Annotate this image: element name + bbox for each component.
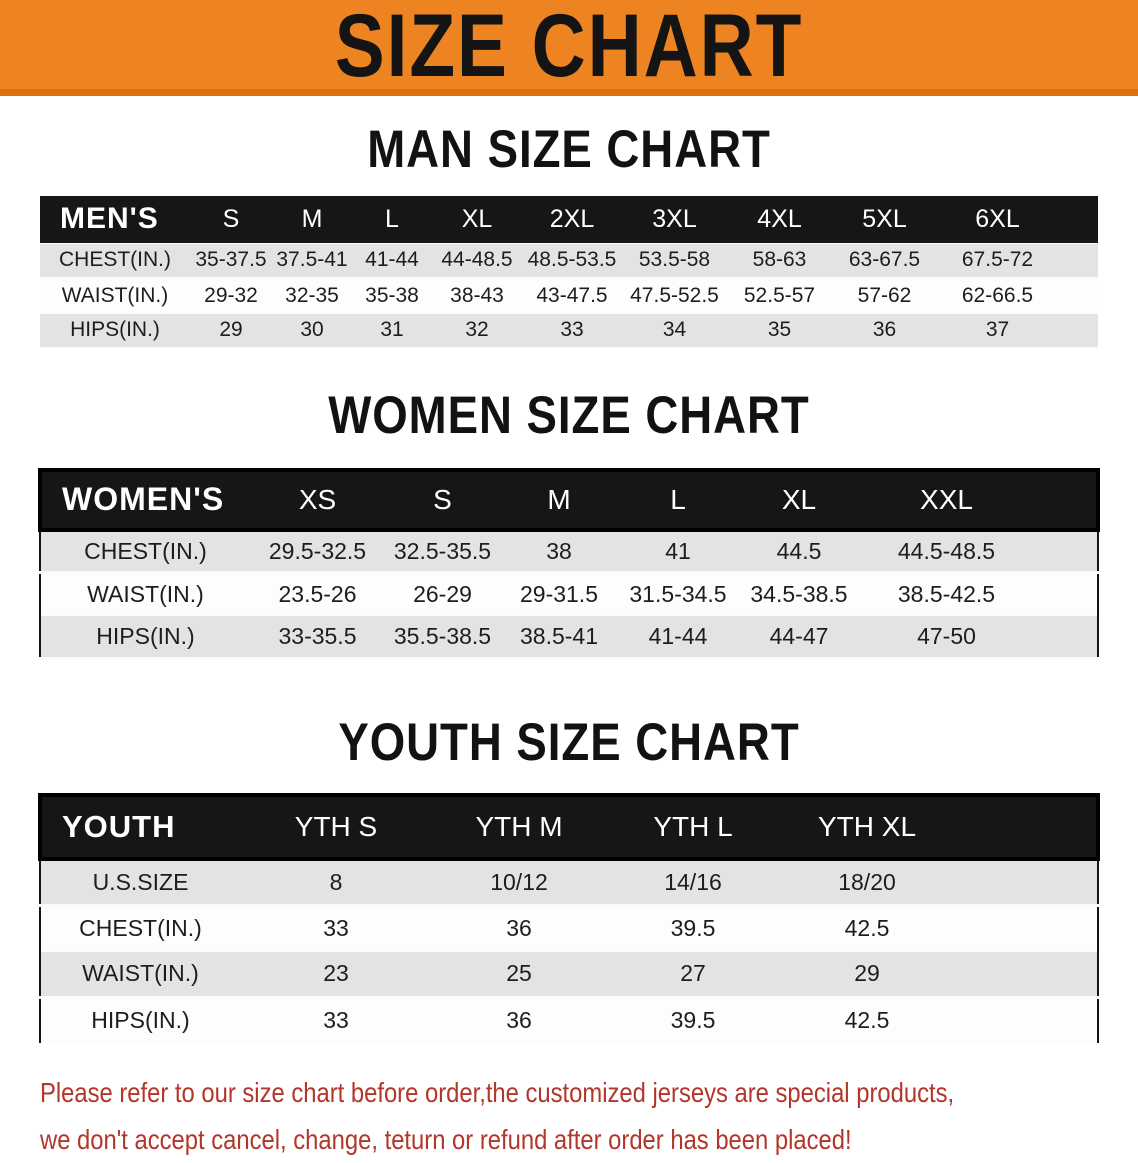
- size-cell: 39.5: [606, 905, 780, 951]
- size-cell: 35-37.5: [190, 243, 272, 278]
- size-cell: 62-66.5: [937, 278, 1058, 313]
- size-cell: 35.5-38.5: [385, 616, 500, 659]
- size-cell: 23.5-26: [250, 573, 385, 616]
- row-label: U.S.SIZE: [40, 859, 240, 905]
- size-cell: 18/20: [780, 859, 954, 905]
- size-cell: 41-44: [352, 243, 432, 278]
- row-label: WAIST(IN.): [40, 573, 250, 616]
- row-label: WAIST(IN.): [40, 951, 240, 997]
- youth-size-col: YTH L: [606, 795, 780, 859]
- size-cell: 31: [352, 313, 432, 348]
- size-cell: 29: [190, 313, 272, 348]
- size-cell: 44-48.5: [432, 243, 522, 278]
- women-heading: WOMEN SIZE CHART: [328, 384, 810, 444]
- size-cell: 31.5-34.5: [618, 573, 738, 616]
- size-cell: 44.5: [738, 530, 860, 573]
- size-cell: 37.5-41: [272, 243, 352, 278]
- row-label: CHEST(IN.): [40, 905, 240, 951]
- size-cell: 42.5: [780, 905, 954, 951]
- youth-section: [0, 711, 1138, 1043]
- spacer-cell: [1033, 530, 1098, 573]
- size-cell: 29-31.5: [500, 573, 618, 616]
- men-size-col: 4XL: [727, 196, 832, 243]
- size-cell: 35: [727, 313, 832, 348]
- size-cell: 35-38: [352, 278, 432, 313]
- size-cell: 26-29: [385, 573, 500, 616]
- size-cell: 43-47.5: [522, 278, 622, 313]
- size-cell: 63-67.5: [832, 243, 937, 278]
- size-cell: 39.5: [606, 997, 780, 1043]
- youth-size-col: YTH XL: [780, 795, 954, 859]
- size-cell: 8: [240, 859, 432, 905]
- size-cell: 44.5-48.5: [860, 530, 1033, 573]
- row-label: HIPS(IN.): [40, 997, 240, 1043]
- men-size-col: L: [352, 196, 432, 243]
- men-size-col: 5XL: [832, 196, 937, 243]
- youth-ussize-row: [40, 859, 1098, 905]
- women-section: [0, 384, 1138, 661]
- size-cell: 29-32: [190, 278, 272, 313]
- row-label: CHEST(IN.): [40, 530, 250, 573]
- spacer-cell: [954, 859, 1098, 905]
- size-cell: 47-50: [860, 616, 1033, 659]
- women-size-col: XL: [738, 470, 860, 530]
- men-size-col: M: [272, 196, 352, 243]
- size-cell: 52.5-57: [727, 278, 832, 313]
- size-cell: 29.5-32.5: [250, 530, 385, 573]
- size-cell: 38-43: [432, 278, 522, 313]
- spacer-cell: [954, 997, 1098, 1043]
- youth-table-title: YOUTH: [40, 795, 240, 859]
- size-cell: 44-47: [738, 616, 860, 659]
- youth-header-row: [40, 795, 1098, 859]
- size-cell: 38.5-42.5: [860, 573, 1033, 616]
- spacer-cell: [954, 951, 1098, 997]
- women-size-col: M: [500, 470, 618, 530]
- row-label: HIPS(IN.): [40, 616, 250, 659]
- women-table-title: WOMEN'S: [40, 470, 250, 530]
- size-cell: 30: [272, 313, 352, 348]
- spacer-cell: [954, 905, 1098, 951]
- size-cell: 41-44: [618, 616, 738, 659]
- size-cell: 33-35.5: [250, 616, 385, 659]
- youth-size-col: YTH S: [240, 795, 432, 859]
- men-hips-row: [40, 313, 1098, 348]
- spacer-cell: [1058, 313, 1098, 348]
- spacer-cell: [1058, 278, 1098, 313]
- men-size-col: 3XL: [622, 196, 727, 243]
- size-cell: 32.5-35.5: [385, 530, 500, 573]
- size-cell: 36: [432, 997, 606, 1043]
- disclaimer-line1: Please refer to our size chart before order,the customized jerseys are special products,: [40, 1077, 955, 1108]
- men-size-col: 6XL: [937, 196, 1058, 243]
- women-hips-row: [40, 616, 1098, 659]
- row-label: WAIST(IN.): [40, 278, 190, 313]
- size-cell: 29: [780, 951, 954, 997]
- men-heading: MAN SIZE CHART: [367, 118, 771, 179]
- youth-size-col: YTH M: [432, 795, 606, 859]
- women-chest-row: [40, 530, 1098, 573]
- size-cell: 38: [500, 530, 618, 573]
- women-size-col: S: [385, 470, 500, 530]
- women-size-col: L: [618, 470, 738, 530]
- size-cell: 38.5-41: [500, 616, 618, 659]
- spacer-cell: [1033, 573, 1098, 616]
- men-size-table: [40, 196, 1098, 350]
- women-size-col: XXL: [860, 470, 1033, 530]
- size-cell: 34: [622, 313, 727, 348]
- men-size-col: 2XL: [522, 196, 622, 243]
- spacer-cell: [1033, 470, 1098, 530]
- men-section: [0, 118, 1138, 350]
- women-size-table: [38, 468, 1100, 661]
- youth-hips-row: [40, 997, 1098, 1043]
- spacer-cell: [1033, 616, 1098, 659]
- size-cell: 33: [522, 313, 622, 348]
- size-cell: 41: [618, 530, 738, 573]
- disclaimer: [0, 1069, 1138, 1163]
- men-waist-row: [40, 278, 1098, 313]
- size-cell: 23: [240, 951, 432, 997]
- size-cell: 34.5-38.5: [738, 573, 860, 616]
- banner: [0, 0, 1138, 96]
- youth-chest-row: [40, 905, 1098, 951]
- size-cell: 10/12: [432, 859, 606, 905]
- youth-size-table: [38, 793, 1100, 1043]
- row-label: CHEST(IN.): [40, 243, 190, 278]
- men-table-title: MEN'S: [40, 196, 190, 243]
- size-cell: 67.5-72: [937, 243, 1058, 278]
- spacer-cell: [954, 795, 1098, 859]
- men-chest-row: [40, 243, 1098, 278]
- row-label: HIPS(IN.): [40, 313, 190, 348]
- size-cell: 47.5-52.5: [622, 278, 727, 313]
- size-cell: 25: [432, 951, 606, 997]
- spacer-cell: [1058, 196, 1098, 243]
- women-size-col: XS: [250, 470, 385, 530]
- men-size-col: XL: [432, 196, 522, 243]
- youth-waist-row: [40, 951, 1098, 997]
- size-cell: 33: [240, 997, 432, 1043]
- size-cell: 36: [832, 313, 937, 348]
- men-size-col: S: [190, 196, 272, 243]
- size-cell: 32: [432, 313, 522, 348]
- page-title: SIZE CHART: [334, 0, 804, 95]
- size-cell: 42.5: [780, 997, 954, 1043]
- women-header-row: [40, 470, 1098, 530]
- size-cell: 57-62: [832, 278, 937, 313]
- size-cell: 33: [240, 905, 432, 951]
- size-cell: 37: [937, 313, 1058, 348]
- size-cell: 48.5-53.5: [522, 243, 622, 278]
- spacer-cell: [1058, 243, 1098, 278]
- women-waist-row: [40, 573, 1098, 616]
- size-cell: 14/16: [606, 859, 780, 905]
- size-cell: 58-63: [727, 243, 832, 278]
- disclaimer-line2: we don't accept cancel, change, teturn or refund after order has been placed!: [40, 1124, 852, 1155]
- men-header-row: [40, 196, 1098, 243]
- youth-heading: YOUTH SIZE CHART: [338, 711, 800, 772]
- size-cell: 27: [606, 951, 780, 997]
- size-cell: 53.5-58: [622, 243, 727, 278]
- size-cell: 32-35: [272, 278, 352, 313]
- size-cell: 36: [432, 905, 606, 951]
